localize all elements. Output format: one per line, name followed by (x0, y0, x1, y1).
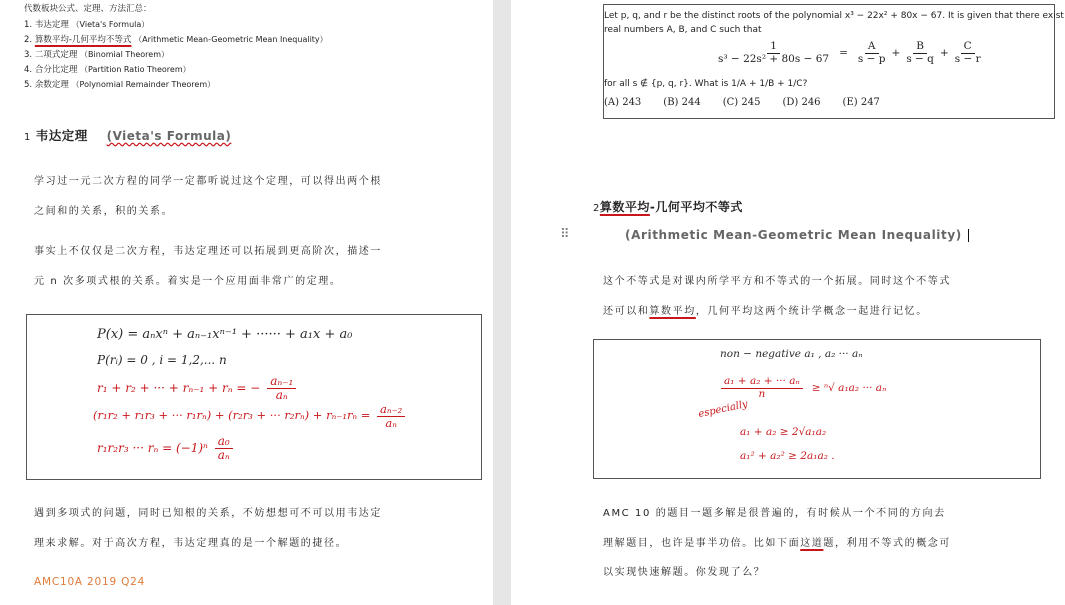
toc-zh: 余数定理 (34, 80, 69, 90)
section-title-underlined: 算数平均 (599, 200, 650, 214)
section-heading-amgm (593, 198, 743, 215)
toc-en: （Vieta's Formula） (71, 20, 150, 29)
paragraph-line: 学习过一元二次方程的同学一定都听说过这个定理，可以得出两个根 (34, 176, 382, 187)
toc-en: （Partition Ratio Theorem） (80, 65, 191, 74)
problem-statement-line1: Let p, q, and r be the distinct roots of the polynomial x³ − 22x² + 80x − 67. It is given that there exist (604, 11, 1064, 21)
choice-d: (D) 246 (782, 97, 821, 108)
text-cursor (968, 229, 970, 242)
section-heading-vieta (24, 126, 231, 144)
formula-pair-products: (r₁r₂ + r₁r₃ + ··· r₁rₙ) + (r₂r₃ + ··· r₂rₙ) + rₙ₋₁rₙ = $\frac{\text{aₙ₋₂}}{\text{aₙ}}$ (93, 403, 408, 429)
toc-num: 4. (24, 65, 33, 75)
formula-especially: especially (697, 398, 749, 421)
formula-polynomial: P(x) = aₙxⁿ + aₙ₋₁xⁿ⁻¹ + ······ + a₁x + a₀ (97, 327, 353, 342)
choice-c: (C) 245 (722, 97, 761, 108)
left-page (0, 0, 493, 605)
paragraph-line: 事实上不仅仅是二次方程，韦达定理还可以拓展到更高阶次，描述一 (34, 246, 382, 257)
drag-handle-icon[interactable]: ⠿ (560, 227, 569, 242)
section-title: 韦达定理 (35, 128, 88, 143)
section-number: 1 (24, 132, 31, 143)
problem-statement-line2: real numbers A, B, and C such that (604, 25, 762, 35)
paragraph-line: 遇到多项式的问题，同时已知根的关系，不妨想想可不可以用韦达定 (34, 508, 382, 519)
paragraph-line: 这个不等式是对课内所学平方和不等式的一个拓展。同时这个不等式 (603, 276, 951, 287)
section-number: 2 (593, 203, 600, 214)
toc-num: 2. (24, 35, 33, 45)
toc-item-4[interactable] (24, 62, 191, 78)
paragraph-line: 元 n 次多项式根的关系。着实是一个应用面非常广的定理。 (34, 276, 342, 287)
formula-squares: a₁² + a₂² ≥ 2a₁a₂ . (740, 450, 835, 462)
partial-fraction-equation: $\frac{1}{\text{s³ − 22s² + 80s − 67}}$ = $\frac{A}{s - p}$ + $\frac{B}{s - q}$ + $\frac{C}{s - r}$ (718, 40, 981, 65)
toc-num: 1. (24, 20, 33, 30)
paragraph-line: 理解题目，也许是事半功倍。比如下面这道题，利用不等式的概念可 (603, 538, 952, 549)
toc-zh: 二项式定理 (34, 50, 78, 60)
formula-sum-of-roots: r₁ + r₂ + ··· + rₙ₋₁ + rₙ = − $\frac{\text{aₙ₋₁}}{\text{aₙ}}$ (97, 375, 299, 402)
formula-nonnegative: non − negative a₁ , a₂ ··· aₙ (720, 348, 863, 360)
section-title: -几何平均不等式 (649, 200, 743, 214)
vieta-formula-image (26, 314, 482, 480)
choice-a: (A) 243 (604, 97, 642, 108)
toc-zh: 算数平均-几何平均不等式 (34, 35, 132, 45)
paragraph-line: 之间和的关系，积的关系。 (34, 206, 174, 217)
toc-en: （Binomial Theorem） (80, 50, 170, 59)
choice-b: (B) 244 (663, 97, 701, 108)
choice-e: (E) 247 (842, 97, 880, 108)
toc-zh: 合分比定理 (34, 65, 78, 75)
formula-product-of-roots: r₁r₂r₃ ··· rₙ = (−1)ⁿ $\frac{\text{a₀}}{\text{aₙ}}$ (97, 435, 236, 462)
section-title-en: (Arithmetic Mean-Geometric Mean Inequality) (625, 228, 969, 242)
section-title-en: (Vieta's Formula) (106, 129, 232, 143)
paragraph-line: 还可以和算数平均，几何平均这两个统计学概念一起进行记忆。 (603, 306, 928, 317)
paragraph-line: AMC 10 的题目一题多解是很普遍的，有时候从一个不同的方向去 (603, 508, 946, 519)
right-page (511, 0, 1065, 605)
problem-question: for all s ∉ {p, q, r}. What is 1/A + 1/B + 1/C? (604, 79, 808, 89)
toc-item-1[interactable] (24, 17, 149, 33)
toc-item-3[interactable] (24, 47, 169, 63)
toc-num: 5. (24, 80, 33, 90)
toc-en: （Polynomial Remainder Theorem） (71, 80, 216, 89)
toc-title: 代数板块公式、定理、方法汇总： (24, 4, 152, 14)
answer-choices (604, 97, 880, 108)
toc-zh: 韦达定理 (34, 20, 69, 30)
amgm-formula-image (593, 339, 1041, 479)
paragraph-line: 以实现快速解题。你发现了么？ (603, 567, 766, 578)
toc-item-2[interactable] (24, 32, 328, 48)
toc-num: 3. (24, 50, 33, 60)
formula-roots: P(rᵢ) = 0 , i = 1,2,... n (97, 353, 227, 367)
formula-amgm: $\frac{\text{a₁ + a₂ + ··· aₙ}}{n}$ ≥ ⁿ√ a₁a₂ ··· aₙ (718, 376, 886, 400)
paragraph-line: 理来求解。对于高次方程，韦达定理真的是一个解题的捷径。 (34, 538, 348, 549)
toc-item-5[interactable] (24, 77, 215, 93)
toc-en: （Arithmetic Mean-Geometric Mean Inequality） (134, 35, 328, 44)
problem-source-label: AMC10A 2019 Q24 (34, 576, 146, 588)
formula-two-term: a₁ + a₂ ≥ 2√a₁a₂ (740, 426, 827, 438)
problem-box (603, 4, 1064, 119)
